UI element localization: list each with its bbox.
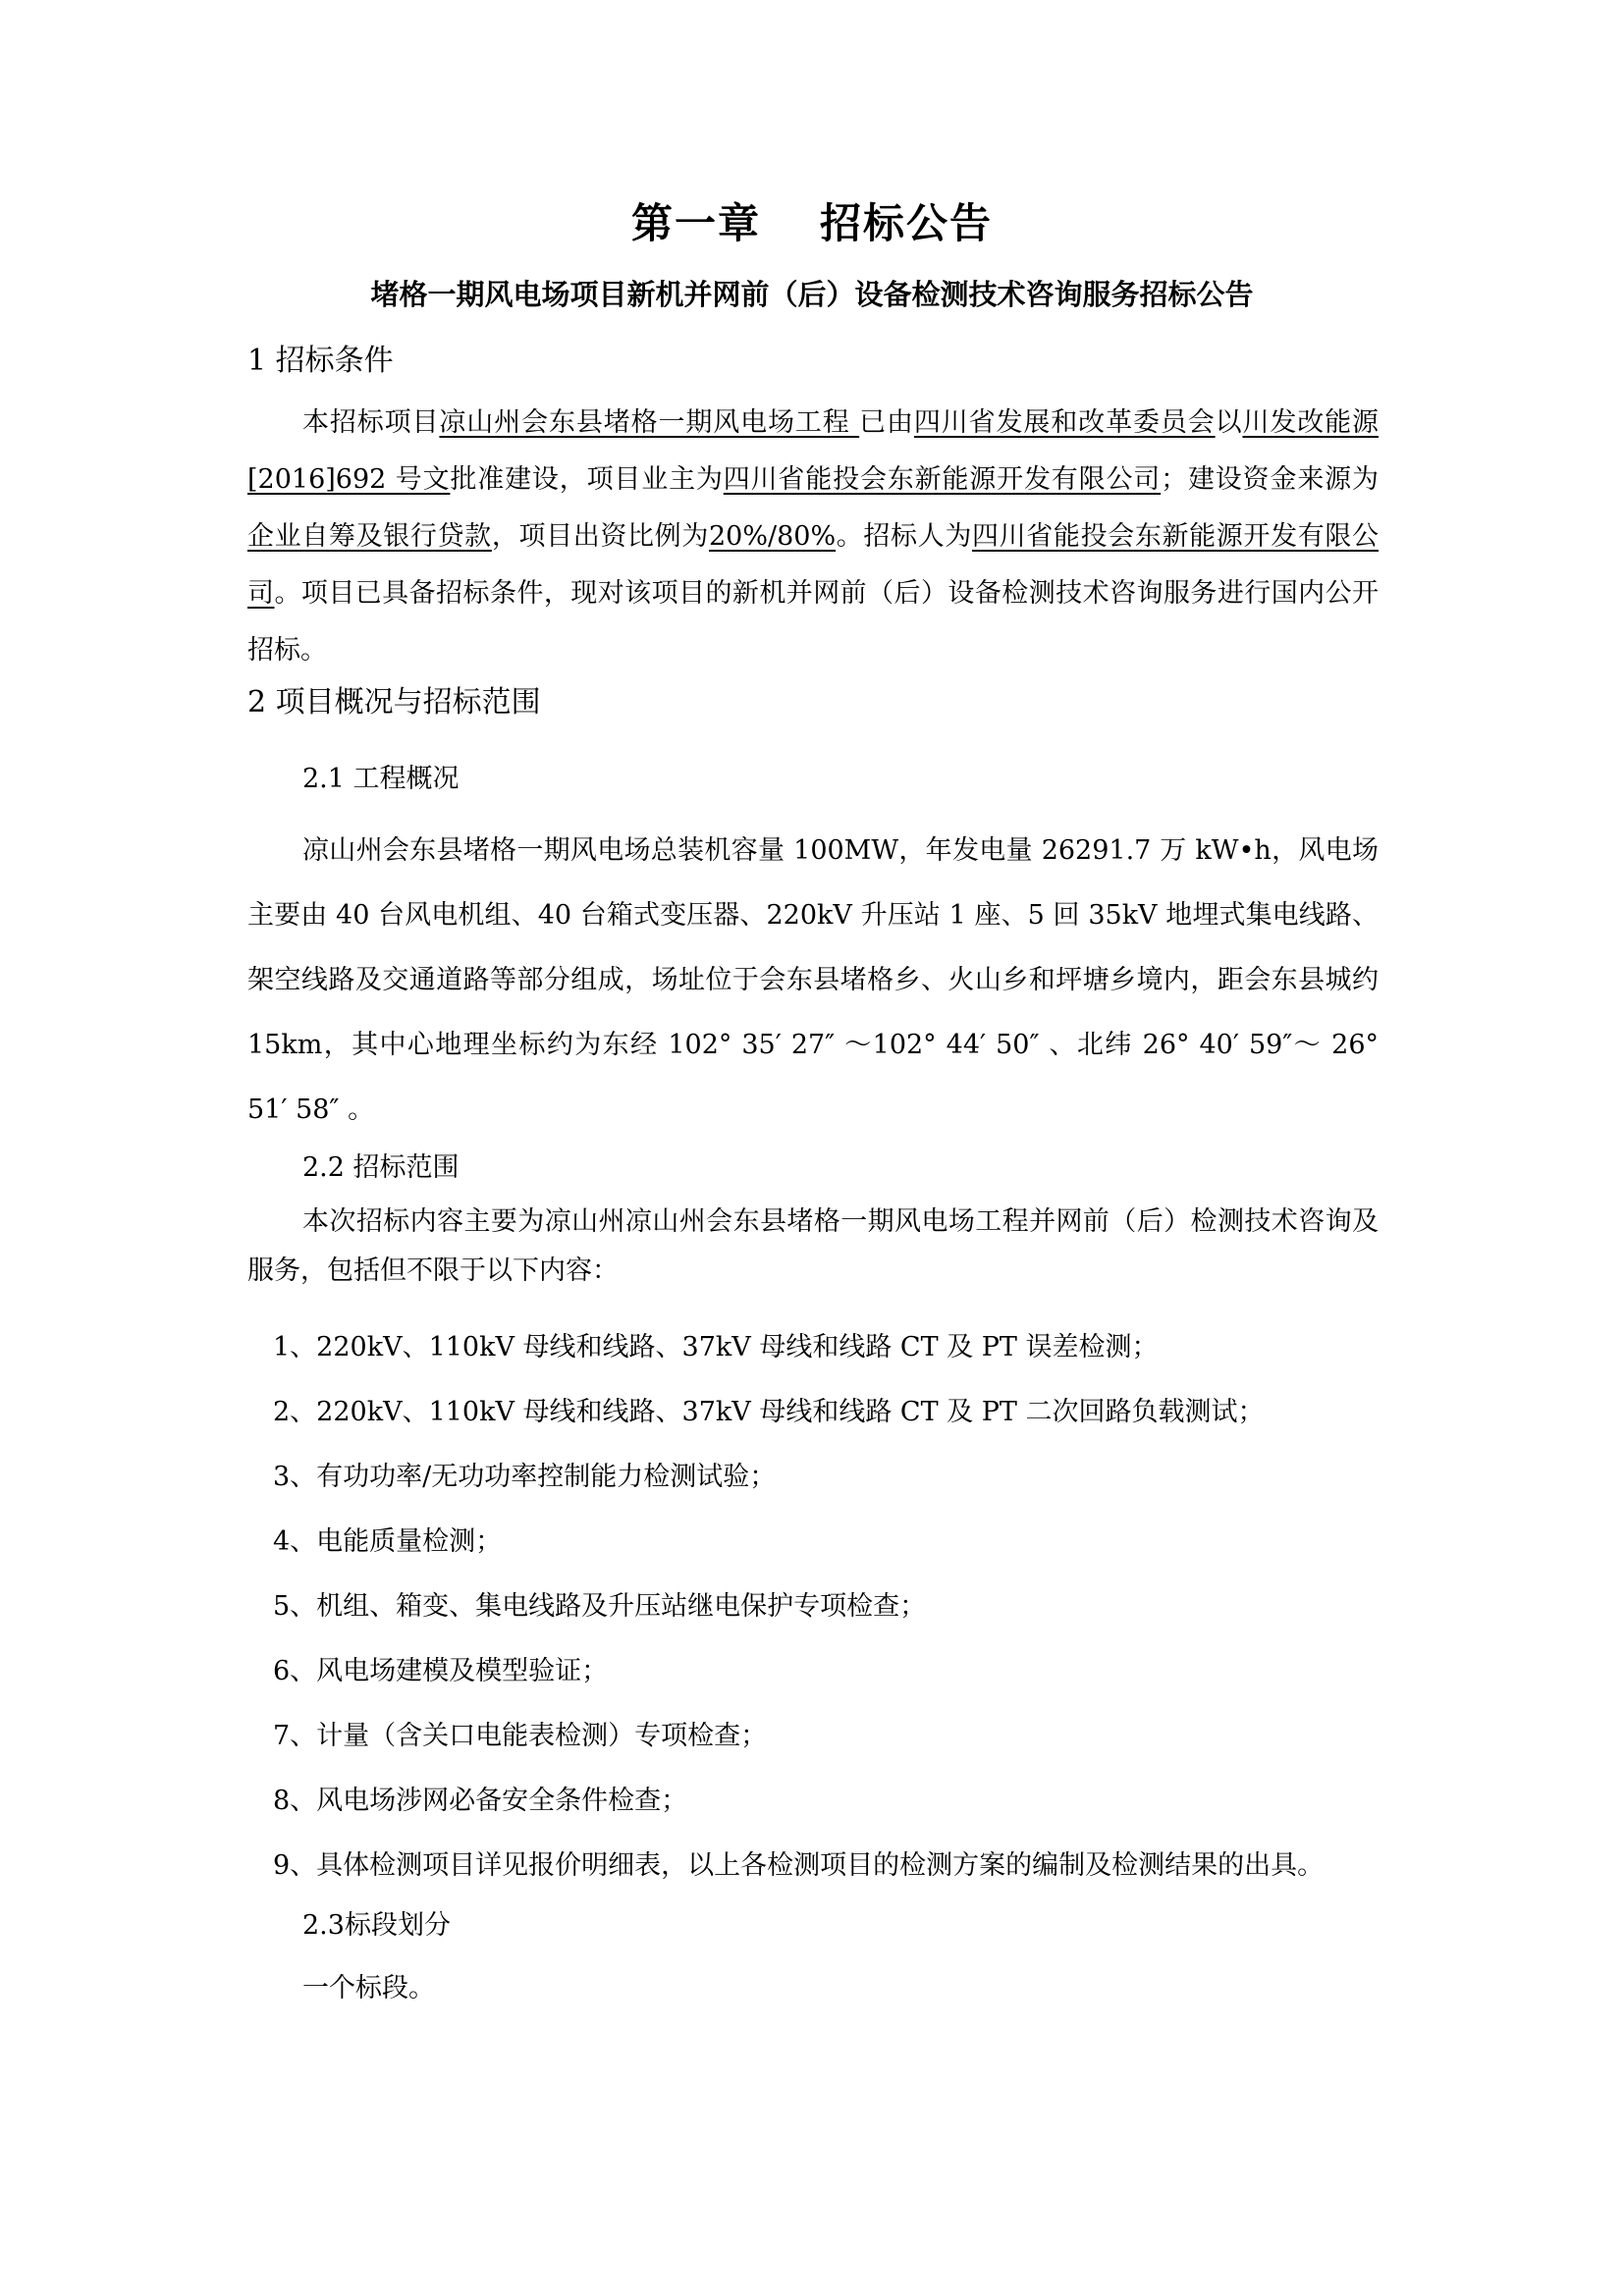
text-run: 。招标人为: [836, 521, 972, 552]
text-run: 已由: [859, 407, 914, 438]
section-2-heading: 2 项目概况与招标范围: [247, 685, 541, 720]
list-item: 3、有功功率/无功功率控制能力检测试验；: [273, 1462, 777, 1492]
chapter-title: 招标公告: [820, 199, 994, 247]
chapter-heading: [0, 196, 1624, 251]
project-owner: 四川省能投会东新能源开发有限公司: [723, 464, 1162, 495]
text-run: ，项目出资比例为: [491, 521, 709, 552]
funding-ratio: 20%/80%: [708, 521, 837, 552]
list-item: 4、电能质量检测；: [273, 1526, 503, 1557]
scope-items-list: [273, 1315, 1392, 1898]
approval-document: 川发改能源[2016]692 号文: [247, 407, 1380, 495]
list-item: 5、机组、箱变、集电线路及升压站继电保护专项检查；: [273, 1591, 927, 1622]
notice-title: 堵格一期风电场项目新机并网前（后）设备检测技术咨询服务招标公告: [370, 278, 1254, 311]
text-run: 批准建设，项目业主为: [450, 464, 724, 495]
list-item: 1、220kV、110kV 母线和线路、37kV 母线和线路 CT 及 PT 误差检测；: [273, 1332, 1159, 1362]
project-overview-paragraph: 凉山州会东县堵格一期风电场总装机容量 100MW，年发电量 26291.7 万 kW•h，风电场主要由 40 台风电机组、40 台箱式变压器、220kV 升压站 1 座、5 回 35kV 地埋式集电线路、架空线路及交通道路等部分组成，场址位于会东县堵格乡、火山乡和坪塘乡境内，距会东县城约 15km，其中心地理坐标约为东经 102° 35′ 27″ ～102° 44′ 50″ 、北纬 26° 40′ 59″～ 26° 51′ 58″ 。: [247, 835, 1379, 1125]
section-2-2-heading: 2.2 招标范围: [302, 1152, 460, 1183]
project-name: 凉山州会东县堵格一期风电场工程: [439, 407, 860, 438]
list-item: 6、风电场建模及模型验证；: [273, 1656, 609, 1686]
text-run: 本招标项目: [302, 407, 440, 438]
approval-authority: 四川省发展和改革委员会: [913, 407, 1216, 438]
list-item: 9、具体检测项目详见报价明细表，以上各检测项目的检测方案的编制及检测结果的出具。: [273, 1850, 1325, 1881]
text-run: ；建设资金来源为: [1161, 464, 1379, 495]
text-run: 。项目已具备招标条件，现对该项目的新机并网前（后）设备检测技术咨询服务进行国内公开招标。: [247, 578, 1380, 666]
tenderer-name: 四川省能投会东新能源开发有限公司: [247, 521, 1380, 609]
scope-intro-paragraph: 本次招标内容主要为凉山州凉山州会东县堵格一期风电场工程并网前（后）检测技术咨询及服务，包括但不限于以下内容：: [247, 1206, 1379, 1286]
funding-source: 企业自筹及银行贷款: [247, 521, 492, 552]
lot-division-text: 一个标段。: [302, 1973, 435, 2003]
section-2-3-heading: 2.3标段划分: [302, 1910, 451, 1941]
list-item: 2、220kV、110kV 母线和线路、37kV 母线和线路 CT 及 PT 二次回路负载测试；: [273, 1397, 1265, 1427]
chapter-number: 第一章: [630, 199, 761, 247]
section-2-1-heading: 2.1 工程概况: [302, 764, 460, 794]
text-run: 以: [1215, 407, 1243, 438]
list-item: 7、计量（含关口电能表检测）专项检查；: [273, 1721, 768, 1751]
section-1-paragraph: [247, 395, 1379, 679]
section-1-heading: 1 招标条件: [247, 344, 394, 378]
list-item: 8、风电场涉网必备安全条件检查；: [273, 1786, 688, 1816]
